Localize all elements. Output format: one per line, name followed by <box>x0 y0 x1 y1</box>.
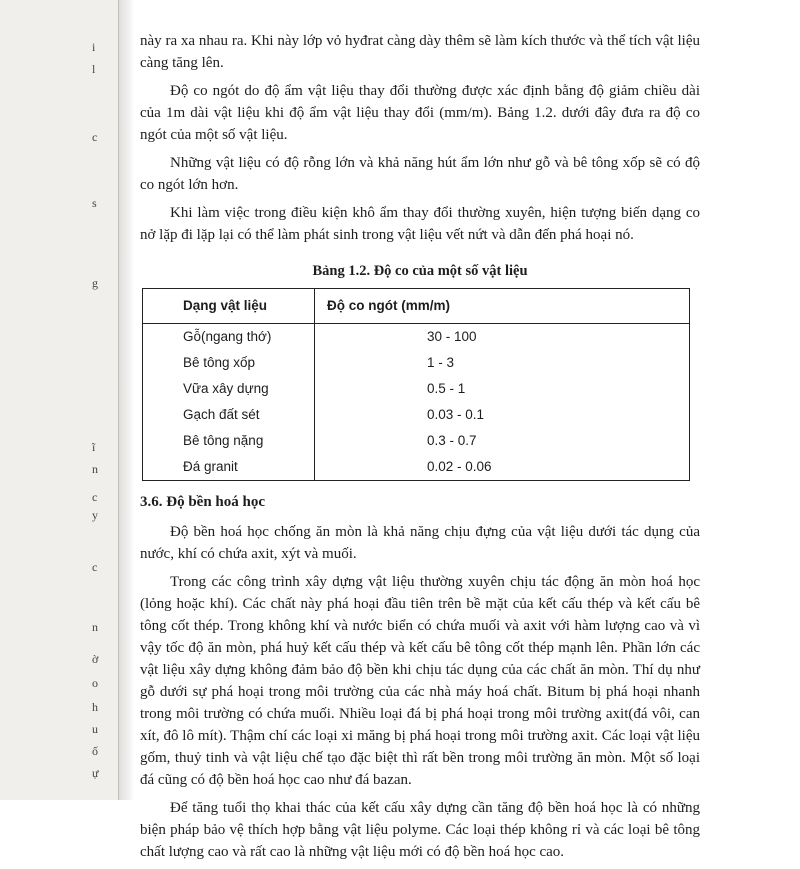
edge-char: n <box>92 462 98 476</box>
table-row <box>143 402 690 428</box>
paragraph-porous-materials: Những vật liệu có độ rỗng lớn và khả năng hút ẩm lớn như gỗ và bê tông xốp sẽ có độ co ngót lớn hơn. <box>140 155 700 193</box>
edge-char: ự <box>92 766 99 780</box>
table-caption: Bảng 1.2. Độ co của một số vật liệu <box>312 263 528 279</box>
material-cell: Gạch đất sét <box>143 402 315 428</box>
shrinkage-cell: 0.02 - 0.06 <box>315 454 690 481</box>
paragraph-shrinkage-definition: Độ co ngót do độ ẩm vật liệu thay đổi thường được xác định bằng độ giảm chiều dài của 1m dài vật liệu khi độ ẩm vật liệu thay đổi (mm/m). Bảng 1.2. dưới đây đưa ra độ co ngót của một số vật liệu. <box>140 83 700 143</box>
material-cell: Gỗ(ngang thớ) <box>143 324 315 351</box>
section-heading: 3.6. Độ bền hoá học <box>140 494 266 510</box>
edge-char: ĩ <box>92 440 96 454</box>
shrinkage-cell: 1 - 3 <box>315 350 690 376</box>
paragraph-durability-measures: Để tăng tuổi thọ khai thác của kết cấu xây dựng cần tăng độ bền hoá học là có những biện pháp bảo vệ thích hợp bằng vật liệu polyme. Các loại thép không rỉ và các loại bê tông chất lượng cao và rất cao là những vật liệu mới có độ bền hoá học cao. <box>140 800 700 860</box>
paragraph-chemical-resistance-definition: Độ bền hoá học chống ăn mòn là khả năng chịu đựng của vật liệu dưới tác dụng của nước, khí có chứa axit, xýt và muối. <box>140 524 700 562</box>
column-header-shrinkage: Độ co ngót (mm/m) <box>315 289 690 324</box>
edge-char: s <box>92 196 97 210</box>
edge-char: n <box>92 620 98 634</box>
table-row <box>143 350 690 376</box>
paragraph-corrosion: Trong các công trình xây dựng vật liệu thường xuyên chịu tác động ăn mòn hoá học (lỏng hoặc khí). Các chất này phá hoại đầu tiên trên bề mặt của kết cấu thép và kết cấu bê tông cốt thép. Trong không khí và nước biển có chứa muối và axit với hàm lượng cao và vì vậy tốc độ ăn mòn, phá huỷ kết cấu thép và kết cấu bê tông cốt thép mạnh lên. Phần lớn các vật liệu xây dựng không đảm bảo độ bền khi chịu tác dụng của các chất ăn mòn. Thí dụ như gỗ dưới sự phá hoại trong môi trường của các nhà máy hoá chất. Bitum bị phá hoại nhanh trong môi trường có chứa muối. Nhiều loại đá bị phá hoại trong môi trường axit(đá vôi, can xít, đô lô mít). Thậm chí các loại xi măng bị phá hoại trong môi trường axit. Các loại vật liệu gốm, thuỷ tinh và vật liệu chế tạo đặc biệt thì rất bền trong môi trường ăn mòn. Một số loại đá cũng có độ bền hoá học cao như đá bazan. <box>140 574 700 788</box>
previous-page-text-fragments <box>92 0 112 800</box>
edge-char: ờ <box>92 652 99 666</box>
book-page <box>140 30 700 869</box>
paragraph-deformation-cracks: Khi làm việc trong điều kiện khô ẩm thay đổi thường xuyên, hiện tượng biến dạng co nở lặp đi lặp lại có thể làm phát sinh trong vật liệu vết nứt và dẫn đến phá hoại nó. <box>140 205 700 243</box>
material-cell: Đá granit <box>143 454 315 481</box>
edge-char: o <box>92 676 98 690</box>
table-row <box>143 454 690 481</box>
shrinkage-cell: 0.03 - 0.1 <box>315 402 690 428</box>
table-header-row <box>143 289 690 324</box>
edge-char: i <box>92 40 96 54</box>
edge-char: u <box>92 722 98 736</box>
edge-char: ố <box>92 744 98 758</box>
table-row <box>143 324 690 351</box>
material-cell: Vữa xây dựng <box>143 376 315 402</box>
shrinkage-cell: 30 - 100 <box>315 324 690 351</box>
edge-char: c <box>92 560 98 574</box>
edge-char: c <box>92 130 98 144</box>
paragraph-continuation: này ra xa nhau ra. Khi này lớp vỏ hyđrat càng dày thêm sẽ làm kích thước và thể tích vật liệu càng tăng lên. <box>140 33 700 71</box>
edge-char: l <box>92 62 96 76</box>
edge-char: h <box>92 700 98 714</box>
table-row <box>143 376 690 402</box>
table-row <box>143 428 690 454</box>
shrinkage-cell: 0.3 - 0.7 <box>315 428 690 454</box>
shrinkage-cell: 0.5 - 1 <box>315 376 690 402</box>
edge-char: g <box>92 276 98 290</box>
spine-shadow <box>118 0 134 800</box>
edge-char: y <box>92 508 98 522</box>
material-cell: Bê tông xốp <box>143 350 315 376</box>
edge-char: c <box>92 490 98 504</box>
shrinkage-table <box>142 288 690 481</box>
material-cell: Bê tông nặng <box>143 428 315 454</box>
column-header-material: Dạng vật liệu <box>143 289 315 324</box>
